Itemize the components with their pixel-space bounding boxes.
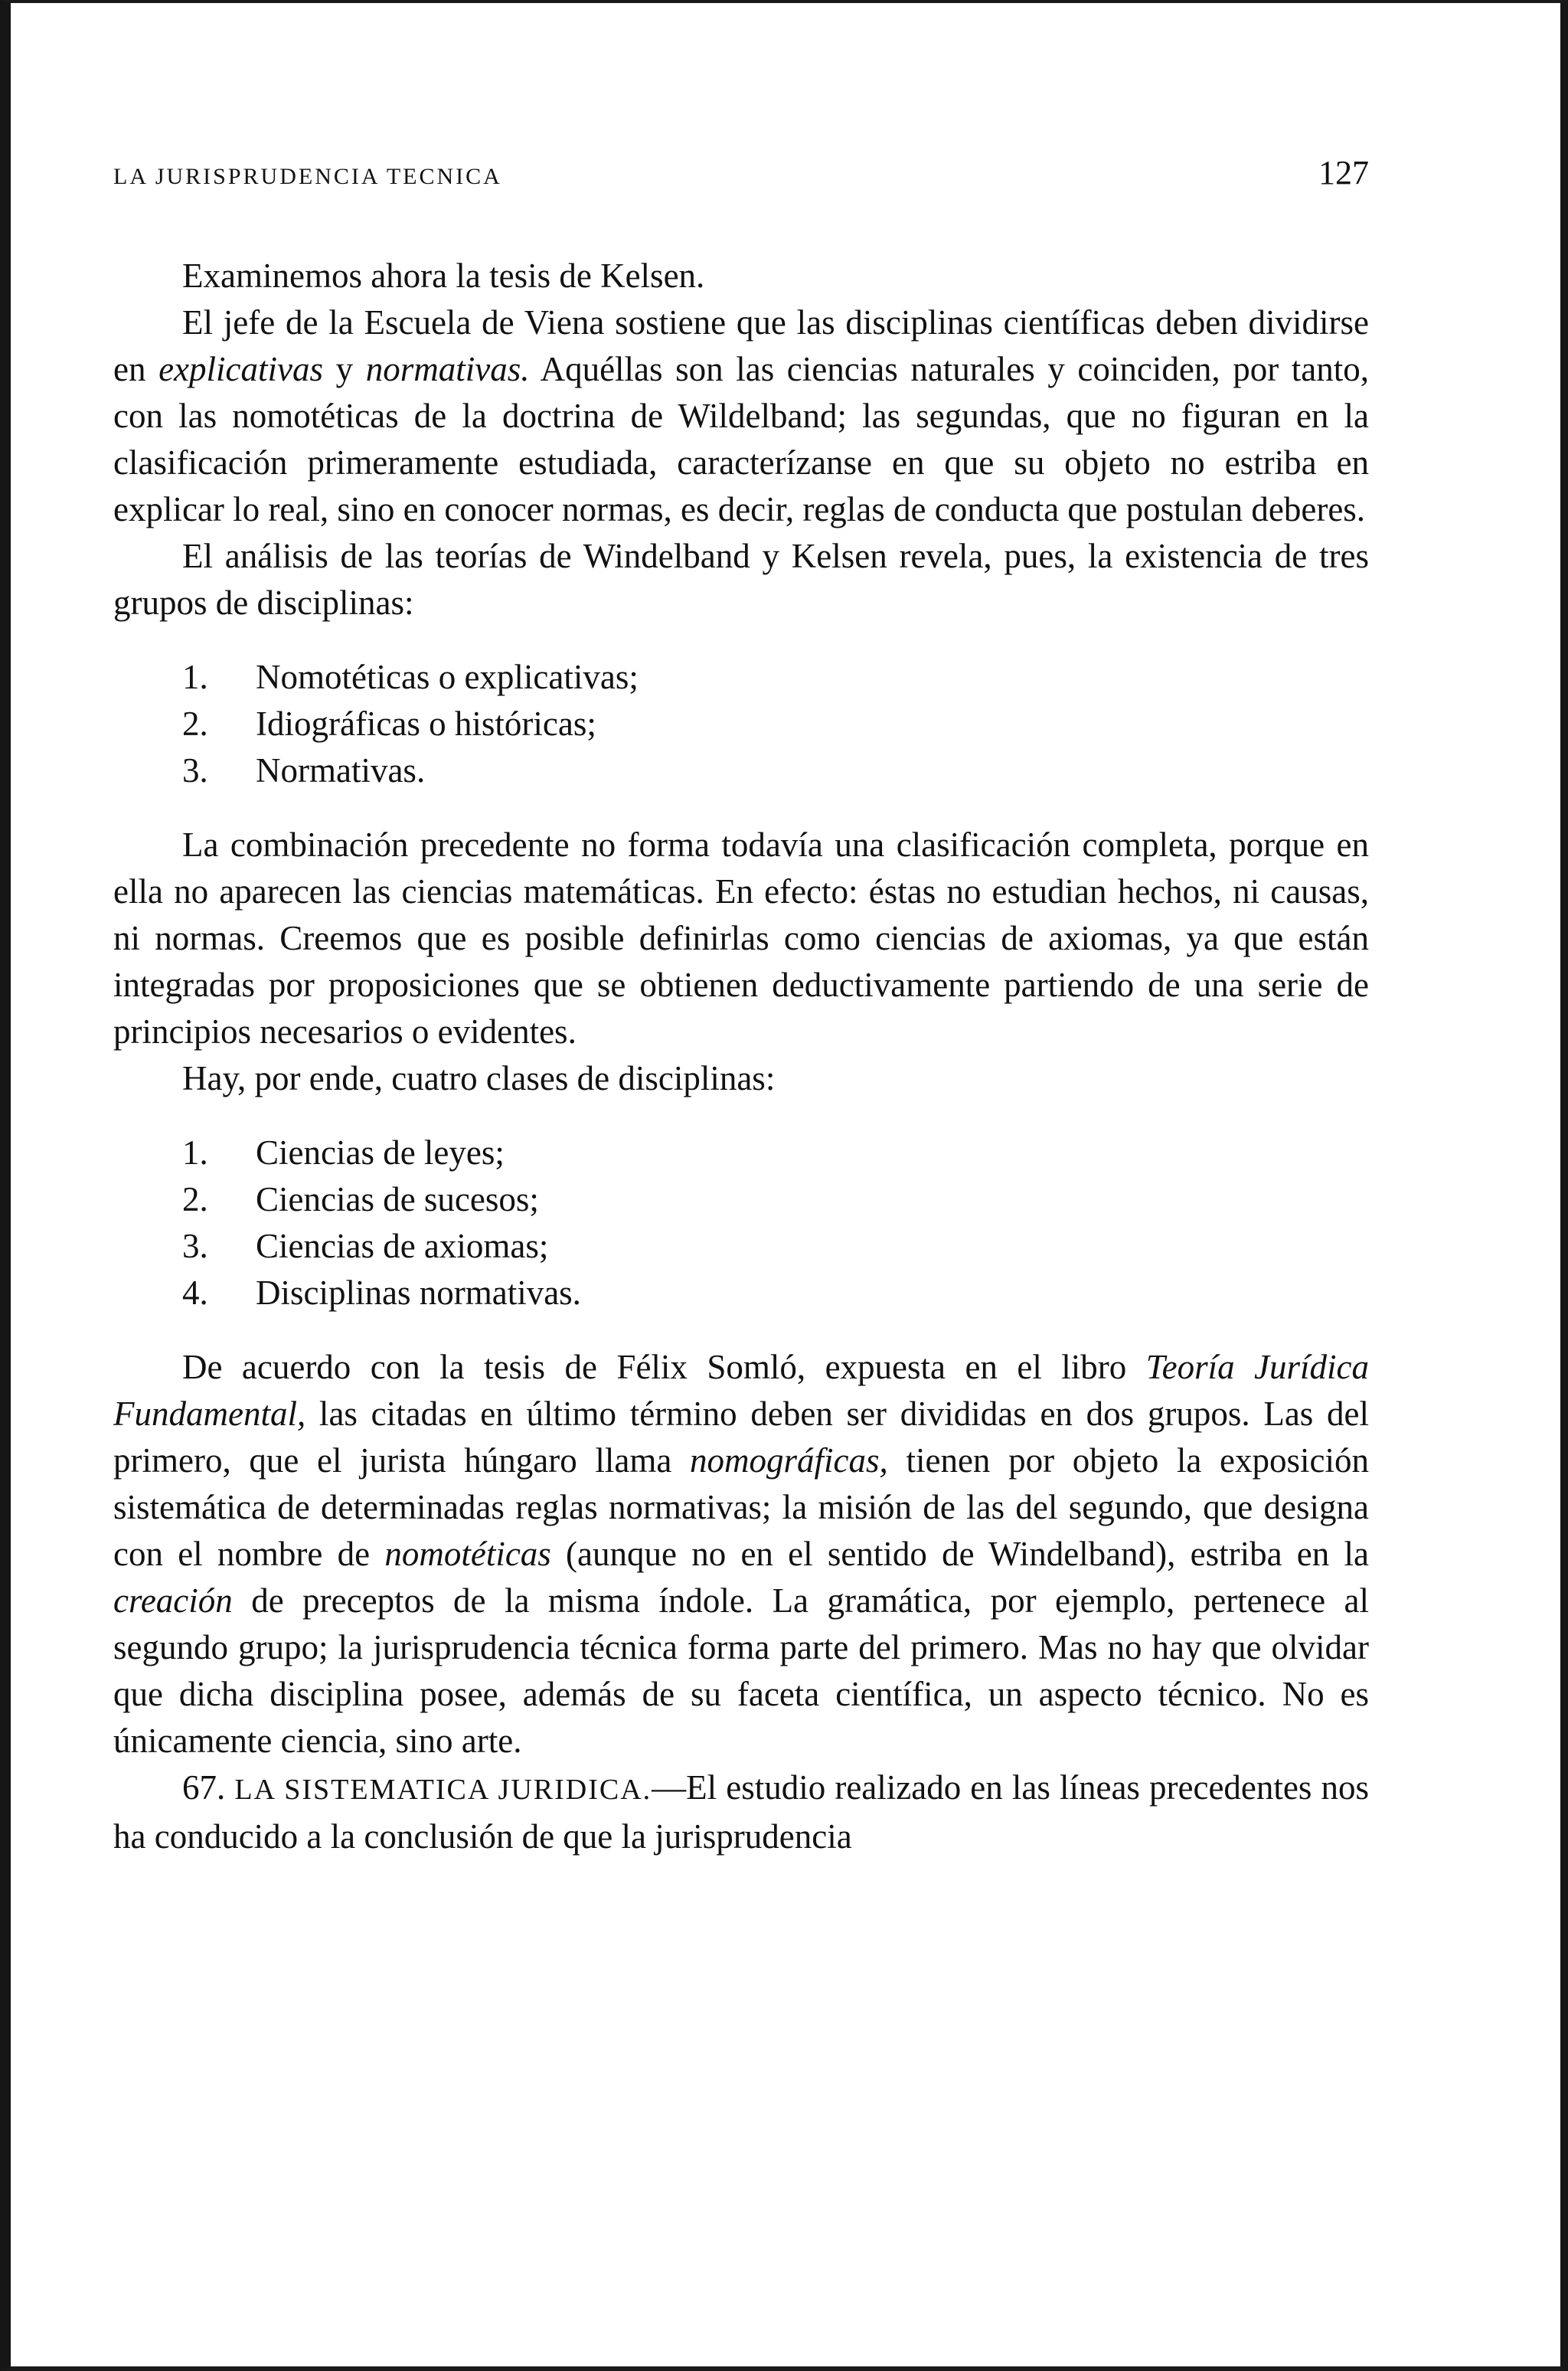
running-title: LA JURISPRUDENCIA TECNICA xyxy=(113,164,502,189)
list-text: Normativas. xyxy=(256,751,426,790)
list-text: Ciencias de sucesos; xyxy=(256,1180,539,1218)
list-number: 1. xyxy=(182,658,208,696)
numbered-list xyxy=(113,1130,1369,1316)
text-run: —El estudio realizado en las líneas precedentes nos ha conducido a la conclusión de que la jurisprudencia xyxy=(113,1768,1369,1856)
text-run: (aunque no en el sentido de Windelband), estriba en la xyxy=(550,1535,1369,1573)
paragraph xyxy=(113,1344,1369,1764)
italic-term: Teoría Jurídica Fundamental, xyxy=(113,1348,1369,1433)
list-text: Ciencias de axiomas; xyxy=(256,1227,549,1265)
list-item xyxy=(182,1176,1369,1223)
list-item xyxy=(182,701,1369,747)
text-run: y xyxy=(323,350,366,388)
italic-term: creación xyxy=(113,1581,233,1620)
text-run: El jefe de la Escuela de Viena sostiene que las disciplinas científicas deben dividirse en xyxy=(113,303,1369,388)
italic-term: nomográficas, xyxy=(690,1441,888,1480)
page-number: 127 xyxy=(1318,154,1369,191)
list-text: Nomotéticas o explicativas; xyxy=(256,658,639,696)
numbered-list xyxy=(113,654,1369,794)
page-body xyxy=(113,253,1369,1860)
list-text: Idiográficas o históricas; xyxy=(256,705,596,743)
paragraph xyxy=(113,299,1369,533)
italic-term: normativas. xyxy=(365,350,530,388)
list-number: 1. xyxy=(182,1133,208,1172)
book-page xyxy=(113,153,1369,1860)
text-run: Aquéllas son las ciencias naturales y coinciden, por tanto, con las nomotéticas de la doctrina de Wildelband; las segundas, que no figuran en la clasificación primeramente estudiada, caracterízanse en que su objeto no estriba en explicar lo real, sino en conocer normas, es decir, reglas de conducta que postulan deberes. xyxy=(113,350,1370,528)
list-item xyxy=(182,1130,1369,1176)
section-heading: LA SISTEMATICA JURIDICA. xyxy=(234,1774,652,1806)
text-run: tienen por objeto la exposición sistemática de determinadas reglas normativas; la misión de las del segundo, que designa con el nombre de xyxy=(113,1441,1369,1573)
list-item xyxy=(182,1223,1369,1270)
section-number: 67. xyxy=(182,1768,226,1807)
section-paragraph xyxy=(113,1764,1369,1860)
paragraph: La combinación precedente no forma todavía una clasificación completa, porque en ella no aparecen las ciencias matemáticas. En efecto: éstas no estudian hechos, ni causas, ni normas. Creemos que es posible definirlas como ciencias de axiomas, ya que están integradas por proposiciones que se obtienen deductivamente partiendo de una serie de principios necesarios o evidentes. xyxy=(113,826,1369,1051)
paragraph: Examinemos ahora la tesis de Kelsen. xyxy=(182,257,705,295)
paragraph: El análisis de las teorías de Windelband y Kelsen revela, pues, la existencia de tres grupos de disciplinas: xyxy=(113,537,1369,622)
text-run: De acuerdo con la tesis de Félix Somló, expuesta en el libro xyxy=(182,1348,1146,1386)
italic-term: nomotéticas xyxy=(384,1535,551,1573)
list-number: 4. xyxy=(182,1274,208,1312)
running-head xyxy=(113,153,1369,199)
italic-term: explicativas xyxy=(158,350,323,388)
list-number: 3. xyxy=(182,1227,208,1265)
list-item xyxy=(182,1270,1369,1316)
text-run: las citadas en último término deben ser divididas en dos grupos. Las del primero, que el jurista húngaro llama xyxy=(113,1395,1369,1480)
list-number: 3. xyxy=(182,751,208,790)
list-number: 2. xyxy=(182,705,208,743)
list-item xyxy=(182,747,1369,794)
list-text: Disciplinas normativas. xyxy=(256,1274,581,1312)
list-text: Ciencias de leyes; xyxy=(256,1133,505,1172)
list-item xyxy=(182,654,1369,701)
list-number: 2. xyxy=(182,1180,208,1218)
paragraph: Hay, por ende, cuatro clases de disciplinas: xyxy=(182,1059,776,1097)
text-run: de preceptos de la misma índole. La gramática, por ejemplo, pertenece al segundo grupo; la jurisprudencia técnica forma parte del primero. Mas no hay que olvidar que dicha disciplina posee, además de su faceta científica, un aspecto técnico. No es únicamente ciencia, sino arte. xyxy=(113,1581,1369,1760)
